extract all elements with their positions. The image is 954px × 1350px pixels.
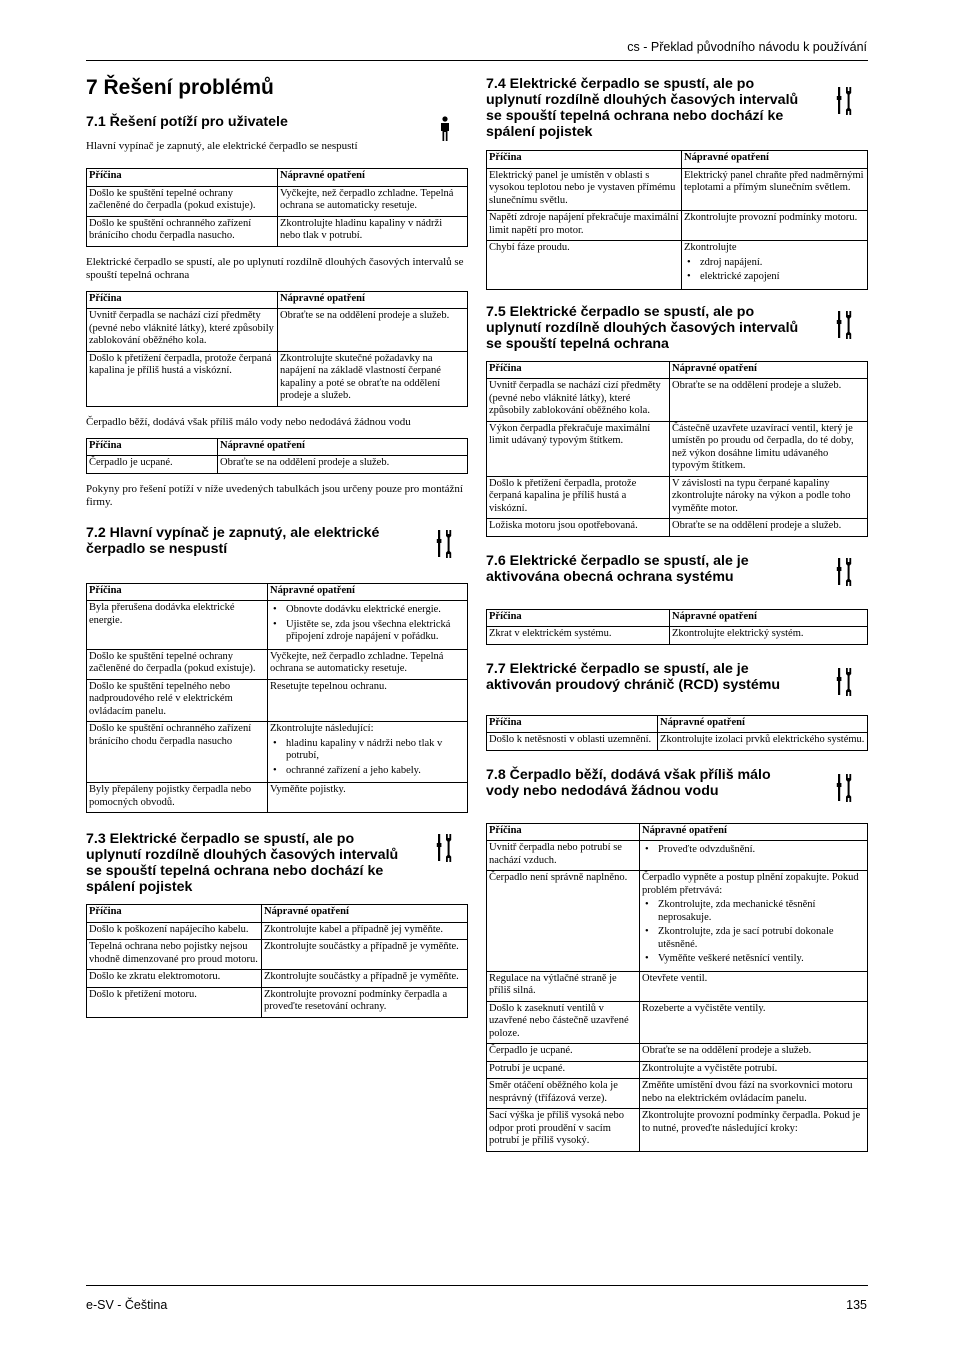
footer-rule [86, 1285, 868, 1286]
remedy-list [642, 899, 865, 966]
cause-cell: Došlo ke spuštění tepelného nebo nadproudového relé v elektrickém ovládacím panelu. [87, 679, 268, 722]
cause-cell: Napětí zdroje napájení překračuje maximální limit napětí pro motor. [487, 211, 682, 241]
remedy-text: Vyčkejte, než čerpadlo zchladne. Tepelná ochrana se automaticky resetuje. [280, 187, 454, 211]
remedy-list [684, 257, 865, 284]
section-7-2 [86, 525, 468, 814]
remedy-text: Zkontrolujte a vyčistěte potrubí. [642, 1062, 778, 1074]
section-7-5 [486, 304, 868, 537]
remedy-cell [670, 476, 868, 519]
table-row [487, 421, 868, 476]
table-row [87, 922, 468, 940]
cause-cell: Byly přepáleny pojistky čerpadla nebo pomocných obvodů. [87, 783, 268, 813]
tools-icon [836, 773, 854, 803]
section-title: 7.6 Elektrické čerpadlo se spustí, ale je aktivována obecná ochrana systému [486, 552, 749, 585]
section-7-3 [86, 831, 468, 1018]
col-header-cause: Příčina [487, 609, 670, 627]
remedy-cell [640, 1044, 868, 1062]
col-header-remedy: Nápravné opatření [682, 151, 868, 169]
section-title: 7.8 Čerpadlo běží, dodává však příliš málo vody nebo nedodává žádnou vodu [486, 766, 771, 799]
remedy-cell [640, 871, 868, 972]
col-header-cause: Příčina [487, 715, 658, 733]
chapter-title: 7 Řešení problémů [86, 76, 274, 99]
table-row [487, 971, 868, 1001]
table-row [87, 783, 468, 813]
remedy-text: Zkontrolujte součástky a případně je vyměňte. [264, 971, 459, 982]
remedy-cell [262, 940, 468, 970]
table-row [487, 1061, 868, 1079]
remedy-cell [670, 519, 868, 537]
col-header-cause: Příčina [487, 823, 640, 841]
troubleshoot-table [486, 361, 868, 537]
remedy-cell [278, 216, 468, 246]
remedy-cell [670, 421, 868, 476]
remedy-cell [268, 601, 468, 650]
table-row [487, 1001, 868, 1044]
header-rule [86, 60, 868, 61]
cause-cell: Došlo ke zkratu elektromotoru. [87, 970, 262, 988]
remedy-text: Zkontrolujte provozní podmínky motoru. [684, 212, 858, 223]
right-column [486, 76, 868, 1152]
section-title: 7.7 Elektrické čerpadlo se spustí, ale je aktivován proudový chránič (RCD) systému [486, 660, 781, 693]
col-header-remedy: Nápravné opatření [640, 823, 868, 841]
list-item: • Vyměňte veškeré netěsnící ventily. [642, 953, 865, 966]
remedy-cell [640, 1109, 868, 1152]
troubleshoot-table [86, 904, 468, 1018]
troubleshoot-table [486, 715, 868, 751]
troubleshoot-table [86, 438, 468, 474]
tools-icon [836, 557, 854, 587]
section-7-4 [486, 76, 868, 290]
col-header-remedy: Nápravné opatření [670, 609, 868, 627]
list-item: • hladinu kapaliny v nádrži nebo tlak v potrubí, [270, 738, 465, 763]
remedy-cell [682, 241, 868, 290]
col-header-remedy: Nápravné opatření [658, 715, 868, 733]
remedy-text: Obraťte se na oddělení prodeje a služeb. [220, 457, 390, 468]
troubleshoot-table [486, 609, 868, 645]
cause-cell: Výkon čerpadla překračuje maximální limit udávaný typovým štítkem. [487, 421, 670, 476]
remedy-list [642, 844, 865, 857]
section-title: 7.4 Elektrické čerpadlo se spustí, ale po uplynutí rozdílně dlouhých časových intervalů se spouští tepelná ochrana nebo dochází ke spálení pojistek [486, 76, 799, 140]
col-header-cause: Příčina [87, 169, 278, 187]
remedy-text: Zkontrolujte kabel a případně jej vyměňte. [264, 923, 444, 935]
table-row [487, 871, 868, 972]
list-item: • Zkontrolujte, zda je sací potrubí dokonale utěsněné. [642, 926, 865, 951]
remedy-text: Rozeberte a vyčistěte ventily. [642, 1002, 766, 1014]
cause-cell: Došlo k přetížení čerpadla, protože čerpaná kapalina je příliš hustá a viskózní. [487, 476, 670, 519]
remedy-cell [218, 456, 468, 474]
table-row [487, 519, 868, 537]
section-7-7 [486, 661, 868, 751]
remedy-text: Zkontrolujte elektrický systém. [672, 628, 804, 639]
remedy-cell [268, 649, 468, 679]
col-header-remedy: Nápravné opatření [262, 905, 468, 923]
remedy-text: Zkontrolujte součástky a případně je vyměňte. [264, 941, 459, 952]
remedy-cell [268, 722, 468, 783]
remedy-list [270, 604, 465, 644]
tools-icon [836, 86, 854, 116]
remedy-cell [262, 922, 468, 940]
col-header-cause: Příčina [487, 361, 670, 379]
cause-cell: Sací výška je příliš vysoká nebo odpor proti proudění v sacím potrubí je příliš vysoký. [487, 1109, 640, 1152]
section-7-1 [86, 114, 468, 509]
remedy-text: Čerpadlo vypněte a postup plnění zopakujte. Pokud problém přetrvává: [642, 872, 859, 896]
remedy-text: Částečně uzavřete uzavírací ventil, který je umístěn po proudu od čerpadla, do té doby, než výkon dosáhne limitu udávaného typovým štítkem. [672, 422, 854, 471]
col-header-remedy: Nápravné opatření [670, 361, 868, 379]
paragraph: Pokyny pro řešení potíží v níže uvedených tabulkách jsou určeny pouze pro montážní firmy. [86, 482, 463, 508]
page-number: 135 [846, 1298, 867, 1312]
remedy-text: Obraťte se na oddělení prodeje a služeb. [672, 520, 842, 531]
table-row [87, 649, 468, 679]
cause-cell: Regulace na výtlačné straně je příliš silná. [487, 971, 640, 1001]
cause-cell: Došlo ke spuštění tepelné ochrany začleněné do čerpadla (pokud existuje). [87, 649, 268, 679]
tools-icon [836, 310, 854, 340]
table-row [487, 379, 868, 422]
col-header-cause: Příčina [87, 438, 218, 456]
remedy-text: Obraťte se na oddělení prodeje a služeb. [280, 310, 450, 321]
troubleshoot-table [486, 823, 868, 1152]
remedy-text: Obraťte se na oddělení prodeje a služeb. [642, 1045, 812, 1056]
cause-cell: Došlo k poškození napájecího kabelu. [87, 922, 262, 940]
cause-cell: Došlo k přetížení čerpadla, protože čerpaná kapalina je příliš hustá a viskózní. [87, 351, 278, 406]
remedy-text: Změňte umístění dvou fází na svorkovnici motoru nebo na elektrickém ovládacím panelu. [642, 1080, 853, 1104]
remedy-cell [640, 971, 868, 1001]
remedy-text: Zkontrolujte provozní podmínky čerpadla. Pokud je to nutné, proveďte následující kroky: [642, 1110, 861, 1134]
table-row [87, 216, 468, 246]
table-row [487, 211, 868, 241]
remedy-text: Zkontrolujte hladinu kapaliny v nádrži nebo tlak v potrubí. [280, 217, 443, 241]
remedy-text: Zkontrolujte následující: [270, 723, 374, 734]
remedy-text: Vyměňte pojistky. [270, 784, 346, 795]
table-row [487, 733, 868, 751]
section-title: 7.2 Hlavní vypínač je zapnutý, ale elektrické čerpadlo se nespustí [86, 524, 380, 557]
table-row [87, 601, 468, 650]
table-row [487, 1109, 868, 1152]
col-header-remedy: Nápravné opatření [268, 583, 468, 601]
remedy-cell [262, 970, 468, 988]
cause-cell: Došlo k netěsnosti v oblasti uzemnění. [487, 733, 658, 751]
remedy-text: Zkontrolujte provozní podmínky čerpadla a proveďte resetování ochrany. [264, 988, 448, 1012]
list-item: • elektrické zapojení [684, 271, 865, 284]
cause-cell: Chybí fáze proudu. [487, 241, 682, 290]
cause-cell: Čerpadlo je ucpané. [487, 1044, 640, 1062]
col-header-cause: Příčina [87, 583, 268, 601]
remedy-cell [278, 186, 468, 216]
running-header: cs - Překlad původního návodu k používání [627, 40, 867, 54]
tools-icon [436, 833, 454, 863]
paragraph: Elektrické čerpadlo se spustí, ale po uplynutí rozdílně dlouhých časových intervalů se spouští tepelná ochrana [86, 255, 464, 281]
footer-product: e-SV - Čeština [86, 1298, 168, 1312]
remedy-cell [670, 627, 868, 645]
troubleshoot-table [86, 291, 468, 407]
table-row [87, 970, 468, 988]
remedy-text: V závislosti na typu čerpané kapaliny zkontrolujte nároky na výkon a podle toho vyměňte motor. [672, 477, 851, 514]
cause-cell: Došlo ke spuštění ochranného zařízení bránícího chodu čerpadla nasucho [87, 722, 268, 783]
table-row [87, 722, 468, 783]
col-header-remedy: Nápravné opatření [218, 438, 468, 456]
cause-cell: Čerpadlo není správně naplněno. [487, 871, 640, 972]
section-title: 7.1 Řešení potíží pro uživatele [86, 114, 288, 130]
cause-cell: Uvnitř čerpadla se nachází cizí předměty (pevné nebo vláknité látky), které způsobily zablokování oběžného kola. [487, 379, 670, 422]
person-icon [438, 116, 452, 142]
tools-icon [836, 667, 854, 697]
cause-cell: Směr otáčení oběžného kola je nesprávný (třífázová verze). [487, 1079, 640, 1109]
list-item: • ochranné zařízení a jeho kabely. [270, 765, 465, 778]
remedy-text: Elektrický panel chraňte před nadměrnými teplotami a přímým slunečním světlem. [684, 169, 864, 193]
remedy-cell [658, 733, 868, 751]
remedy-text: Zkontrolujte [684, 242, 737, 253]
table-row [87, 679, 468, 722]
remedy-cell [640, 1079, 868, 1109]
table-row [487, 476, 868, 519]
remedy-cell [268, 783, 468, 813]
remedy-cell [268, 679, 468, 722]
table-row [487, 241, 868, 290]
table-row [87, 309, 468, 352]
section-7-6 [486, 553, 868, 645]
list-item: • zdroj napájení. [684, 257, 865, 270]
list-item: • Obnovte dodávku elektrické energie. [270, 604, 465, 617]
cause-cell: Byla přerušena dodávka elektrické energie. [87, 601, 268, 650]
cause-cell: Potrubí je ucpané. [487, 1061, 640, 1079]
tools-icon [436, 529, 454, 559]
cause-cell: Elektrický panel je umístěn v oblasti s vysokou teplotou nebo je vystaven přímému slunečnímu světlu. [487, 168, 682, 211]
table-row [487, 1044, 868, 1062]
table-row [87, 351, 468, 406]
list-item: • Ujistěte se, zda jsou všechna elektrická připojení zdroje napájení v pořádku. [270, 619, 465, 644]
cause-cell: Došlo ke spuštění tepelné ochrany začleněné do čerpadla (pokud existuje). [87, 186, 278, 216]
remedy-text: Resetujte tepelnou ochranu. [270, 680, 387, 692]
paragraph: Hlavní vypínač je zapnutý, ale elektrické čerpadlo se nespustí [86, 140, 358, 152]
remedy-cell [682, 168, 868, 211]
remedy-cell [640, 1061, 868, 1079]
table-row [487, 627, 868, 645]
table-row [487, 841, 868, 871]
remedy-cell [262, 987, 468, 1017]
section-title: 7.3 Elektrické čerpadlo se spustí, ale po uplynutí rozdílně dlouhých časových intervalů se spouští tepelná ochrana nebo dochází ke spálení pojistek [86, 831, 399, 895]
table-row [87, 186, 468, 216]
col-header-cause: Příčina [487, 151, 682, 169]
remedy-cell [670, 379, 868, 422]
table-row [87, 987, 468, 1017]
col-header-remedy: Nápravné opatření [278, 169, 468, 187]
troubleshoot-table [86, 168, 468, 247]
cause-cell: Uvnitř čerpadla se nachází cizí předměty (pevné nebo vláknité látky), které způsobily zablokování oběžného kola. [87, 309, 278, 352]
remedy-cell [278, 351, 468, 406]
section-7-8 [486, 767, 868, 1152]
cause-cell: Zkrat v elektrickém systému. [487, 627, 670, 645]
col-header-cause: Příčina [87, 291, 278, 309]
section-title: 7.5 Elektrické čerpadlo se spustí, ale po uplynutí rozdílně dlouhých časových intervalů se spouští tepelná ochrana [486, 303, 799, 352]
cause-cell: Uvnitř čerpadla nebo potrubí se nachází vzduch. [487, 841, 640, 871]
col-header-cause: Příčina [87, 905, 262, 923]
list-item: • Zkontrolujte, zda mechanické těsnění neprosakuje. [642, 899, 865, 924]
cause-cell: Došlo k přetížení motoru. [87, 987, 262, 1017]
remedy-text: Vyčkejte, než čerpadlo zchladne. Tepelná ochrana se automaticky resetuje. [270, 650, 444, 674]
cause-cell: Došlo ke spuštění ochranného zařízení bránícího chodu čerpadla nasucho. [87, 216, 278, 246]
cause-cell: Došlo k zaseknutí ventilů v uzavřené nebo částečně uzavřené poloze. [487, 1001, 640, 1044]
cause-cell: Ložiska motoru jsou opotřebovaná. [487, 519, 670, 537]
col-header-remedy: Nápravné opatření [278, 291, 468, 309]
remedy-text: Zkontrolujte skutečné požadavky na napájení na základě vlastností čerpané kapaliny a poté se obraťte na oddělení prodeje a služeb. [280, 352, 441, 401]
remedy-text: Zkontrolujte izolaci prvků elektrického systému. [660, 734, 865, 745]
cause-cell: Čerpadlo je ucpané. [87, 456, 218, 474]
list-item: • Proveďte odvzdušnění. [642, 844, 865, 857]
remedy-cell [682, 211, 868, 241]
remedy-list [270, 738, 465, 778]
remedy-cell [640, 841, 868, 871]
remedy-cell [278, 309, 468, 352]
troubleshoot-table [486, 150, 868, 290]
table-row [487, 1079, 868, 1109]
table-row [87, 940, 468, 970]
cause-cell: Tepelná ochrana nebo pojistky nejsou vhodně dimenzované pro proud motoru. [87, 940, 262, 970]
table-row [487, 168, 868, 211]
paragraph: Čerpadlo běží, dodává však příliš málo vody nebo nedodává žádnou vodu [86, 415, 411, 428]
troubleshoot-table [86, 583, 468, 814]
remedy-cell [640, 1001, 868, 1044]
left-column [86, 76, 468, 1018]
remedy-text: Obraťte se na oddělení prodeje a služeb. [672, 380, 842, 391]
table-row [87, 456, 468, 474]
remedy-text: Otevřete ventil. [642, 972, 708, 984]
